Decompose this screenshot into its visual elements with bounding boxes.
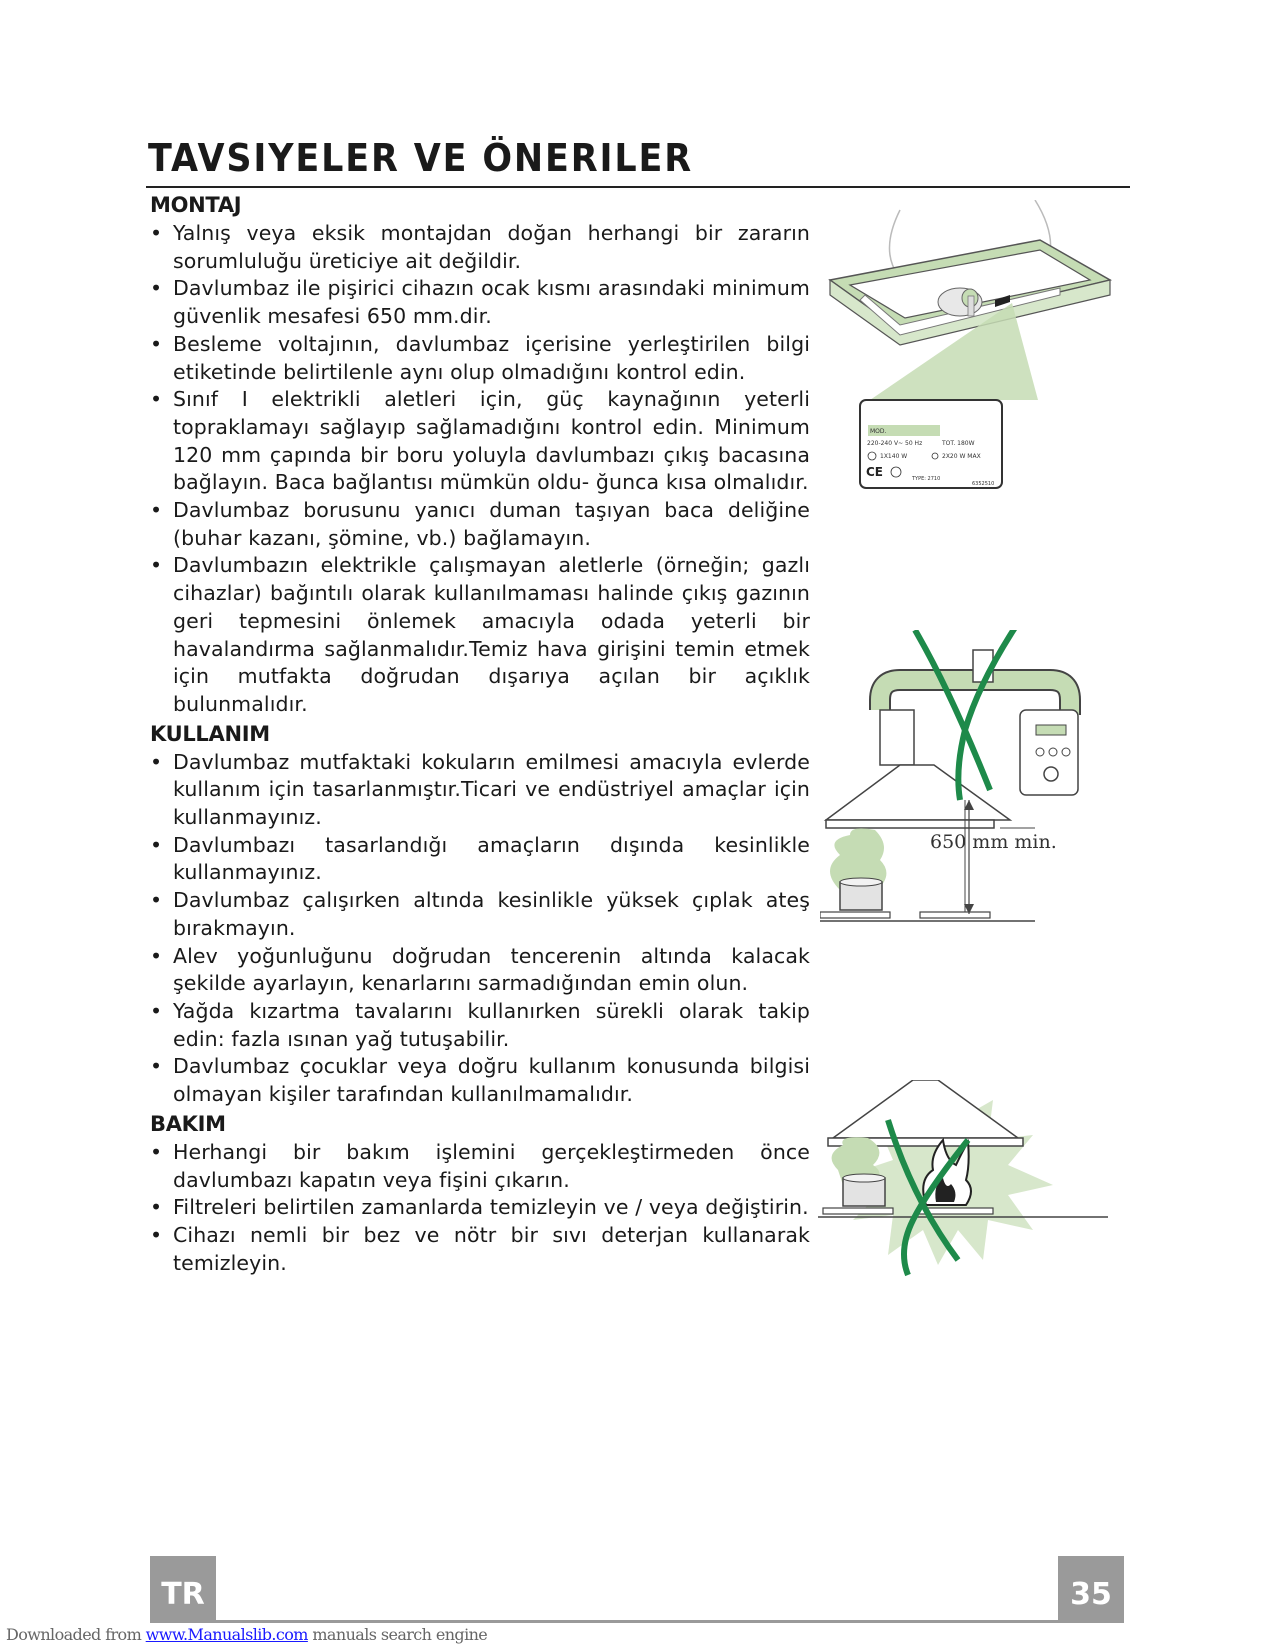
- rating-model: MOD.: [870, 428, 887, 435]
- rating-type: TYPE: 2710: [912, 476, 941, 482]
- rating-code: 6352510: [972, 481, 995, 487]
- section-heading-montaj: MONTAJ: [150, 193, 242, 217]
- list-item: • Davlumbazı tasarlandığı amaçların dışında kesinlikle kullanmayınız.: [150, 832, 810, 887]
- open-flame-warning-figure: [818, 1080, 1118, 1280]
- list-item: • Sınıf I elektrikli aletleri için, güç kaynağının yeterli topraklamayı sağlayıp sağlamadığını kontrol edin. Minimum 120 mm çapında bir boru yoluyla davlumbazı çıkış bacasına bağlayın. Baca bağlantısı mümkün oldu- ğunca kısa olmalıdır.: [150, 386, 810, 497]
- hood-rating-label-figure: [820, 200, 1120, 520]
- rating-total: TOT. 180W: [942, 440, 975, 447]
- download-footer: [6, 1625, 487, 1644]
- section-heading-kullanim: KULLANIM: [150, 721, 270, 746]
- page-number-tab: [1058, 1556, 1124, 1620]
- title-divider: [146, 186, 1130, 188]
- distance-label: 650 mm min.: [930, 831, 1057, 853]
- list-item: • Besleme voltajının, davlumbaz içerisine yerleştirilen bilgi etiketinde belirtilenle aynı olup olmadığını kontrol edin.: [150, 331, 810, 386]
- list-item: • Herhangi bir bakım işlemini gerçekleştirmeden önce davlumbazı kapatın veya fişini çıkarın.: [150, 1139, 810, 1194]
- list-item: • Davlumbaz çocuklar veya doğru kullanım konusunda bilgisi olmayan kişiler tarafından kullanılmamalıdır.: [150, 1053, 810, 1108]
- manualslib-link[interactable]: www.Manualslib.com: [145, 1625, 308, 1644]
- language-tab: [150, 1556, 216, 1620]
- download-suffix: manuals search engine: [307, 1625, 488, 1644]
- list-item: • Davlumbaz borusunu yanıcı duman taşıyan baca deliğine (buhar kazanı, şömine, vb.) bağlamayın.: [150, 497, 810, 552]
- download-prefix: Downloaded from: [6, 1625, 142, 1644]
- list-item: • Yalnış veya eksik montajdan doğan herhangi bir zararın sorumluluğu üreticiye ait değildir.: [150, 220, 810, 275]
- rating-lamps: 2X20 W MAX: [942, 453, 981, 460]
- hood-distance-figure: [820, 630, 1120, 940]
- page-title: TAVSIYELER VE ÖNERILER: [148, 136, 693, 180]
- rating-motor: 1X140 W: [880, 453, 908, 460]
- language-label: TR: [161, 1577, 205, 1612]
- list-item: • Davlumbaz mutfaktaki kokuların emilmesi amacıyla evlerde kullanım için tasarlanmıştır.Ticari ve endüstriyel amaçlar için kullanmayınız.: [150, 749, 810, 832]
- kullanim-list: [150, 749, 810, 1109]
- svg-text:CE: CE: [866, 465, 884, 479]
- list-item: • Davlumbazın elektrikle çalışmayan aletlerle (örneğin; gazlı cihazlar) bağıntılı olarak kullanılmaması halinde çıkış gazının geri tepmesini önlemek amacıyla odada yeterli bir havalandırma sağlanmalıdır.Temiz hava girişini temin etmek için mutfakta doğrudan dışarıya açılan bir açıklık bulunmalıdır.: [150, 552, 810, 718]
- rating-voltage: 220-240 V~ 50 Hz: [867, 440, 923, 447]
- page-number: 35: [1070, 1577, 1112, 1612]
- montaj-list: [150, 220, 810, 719]
- list-item: • Yağda kızartma tavalarını kullanırken sürekli olarak takip edin: fazla ısınan yağ tutuşabilir.: [150, 998, 810, 1053]
- footer-divider: [150, 1620, 1124, 1623]
- list-item: • Filtreleri belirtilen zamanlarda temizleyin ve / veya değiştirin.: [150, 1194, 810, 1222]
- main-content: [150, 190, 810, 1277]
- rating-label: [860, 400, 1002, 488]
- list-item: • Cihazı nemli bir bez ve nötr bir sıvı deterjan kullanarak temizleyin.: [150, 1222, 810, 1277]
- section-heading-bakim: BAKIM: [150, 1111, 226, 1136]
- list-item: • Davlumbaz çalışırken altında kesinlikle yüksek çıplak ateş bırakmayın.: [150, 887, 810, 942]
- list-item: • Alev yoğunluğunu doğrudan tencerenin altında kalacak şekilde ayarlayın, kenarlarını sarmadığından emin olun.: [150, 943, 810, 998]
- list-item: • Davlumbaz ile pişirici cihazın ocak kısmı arasındaki minimum güvenlik mesafesi 650 mm.dir.: [150, 275, 810, 330]
- bakim-list: [150, 1139, 810, 1278]
